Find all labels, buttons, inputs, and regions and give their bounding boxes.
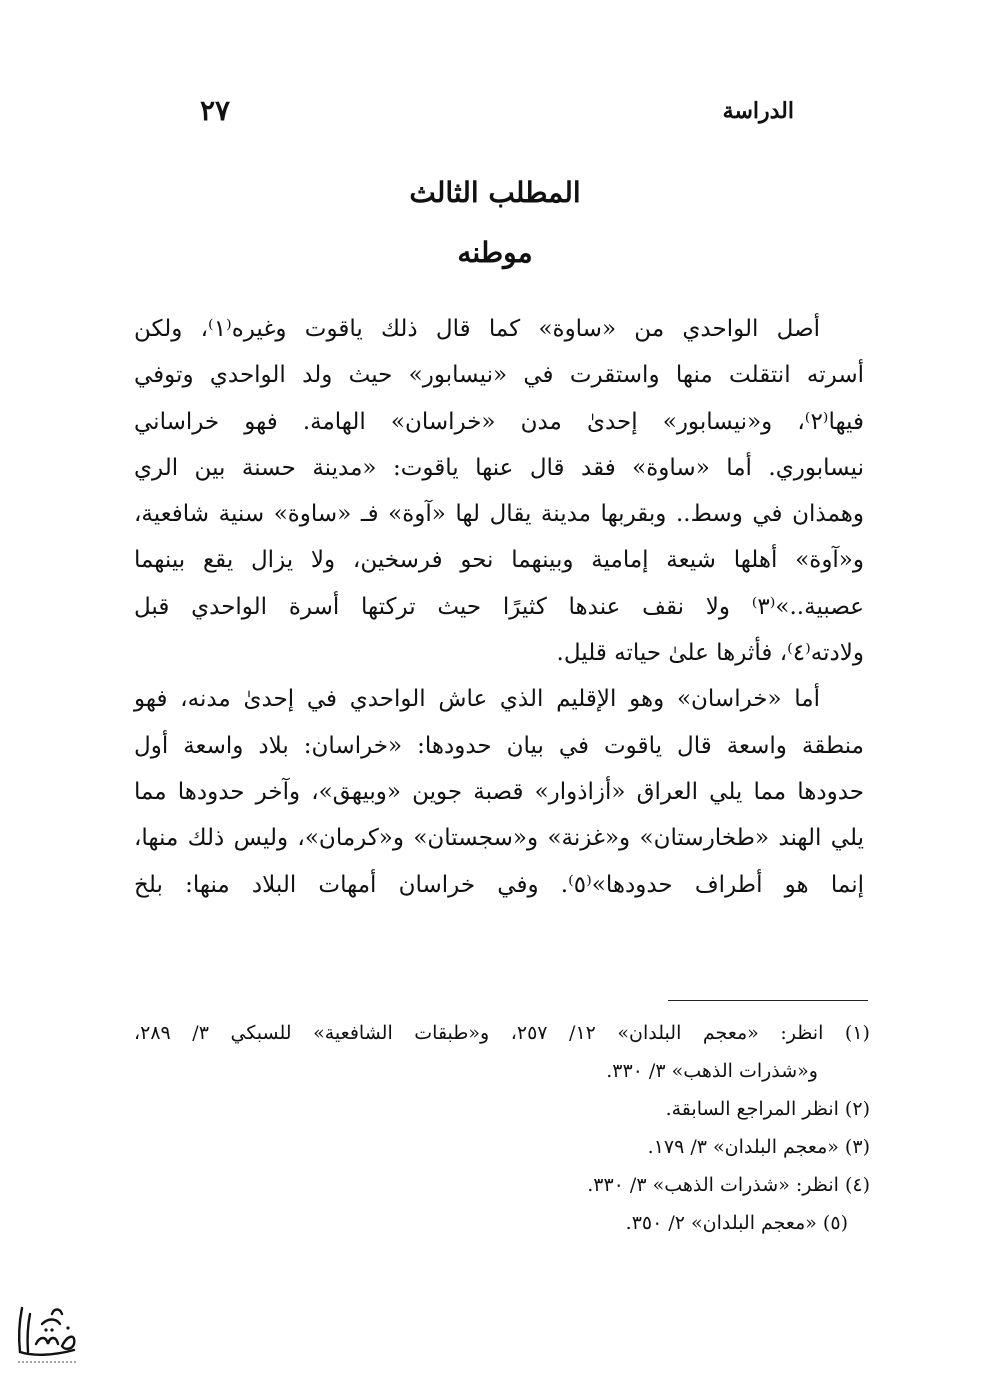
body-line: حدودها مما يلي العراق «أزاذوار» قصبة جوين «وبيهق»، وآخر حدودها مما bbox=[134, 778, 864, 805]
calligraphy-logo-icon bbox=[12, 1294, 84, 1370]
footnote-5: (٥) «معجم البلدان» ٢/ ٣٥٠. bbox=[625, 1212, 848, 1234]
footnote-2: (٢) انظر المراجع السابقة. bbox=[665, 1098, 870, 1120]
footnote-1: (١) انظر: «معجم البلدان» ١٢/ ٢٥٧، و«طبقات الشافعية» للسبكي ٣/ ٢٨٩، bbox=[134, 1022, 870, 1044]
body-line: إنما هو أطراف حدودها»⁽٥⁾. وفي خراسان أمهات البلاد منها: بلخ bbox=[134, 871, 864, 898]
body-line: يلي الهند «طخارستان» و«غزنة» و«سجستان» و«كرمان»، وليس ذلك منها، bbox=[134, 825, 864, 852]
body-line: نيسابوري. أما «ساوة» فقد قال عنها ياقوت: «مدينة حسنة بين الري bbox=[134, 454, 864, 481]
body-line: عصبية..»⁽٣⁾ ولا نقف عندها كثيرًا حيث تركتها أسرة الواحدي قبل bbox=[134, 593, 864, 620]
body-line: أصل الواحدي من «ساوة» كما قال ذلك ياقوت وغيره⁽١⁾، ولكن bbox=[134, 316, 820, 342]
body-line: ولادته⁽٤⁾، فأثرها علىٰ حياته قليل. bbox=[556, 640, 864, 667]
footnote-1-continued: و«شذرات الذهب» ٣/ ٣٣٠. bbox=[606, 1060, 818, 1082]
body-text bbox=[134, 306, 864, 908]
chapter-title: المطلب الثالث bbox=[409, 176, 581, 209]
footnote-separator bbox=[668, 1000, 868, 1001]
subject-title: موطنه bbox=[457, 236, 533, 269]
running-header-section: الدراسة bbox=[722, 98, 794, 124]
footnote-4: (٤) انظر: «شذرات الذهب» ٣/ ٣٣٠. bbox=[587, 1174, 870, 1196]
body-line: أسرته انتقلت منها واستقرت في «نيسابور» حيث ولد الواحدي وتوفي bbox=[134, 362, 864, 389]
page-number: ٢٧ bbox=[200, 94, 231, 127]
footnote-3: (٣) «معجم البلدان» ٣/ ١٧٩. bbox=[647, 1136, 870, 1158]
body-line: و«آوة» أهلها شيعة إمامية وبينهما نحو فرسخين، ولا يزال يقع بينهما bbox=[134, 547, 864, 574]
body-line: فيها⁽٢⁾، و«نيسابور» إحدىٰ مدن «خراسان» الهامة. فهو خراساني bbox=[134, 408, 864, 435]
body-line: وهمذان في وسط.. وبقربها مدينة يقال لها «آوة» فـ «ساوة» سنية شافعية، bbox=[134, 501, 864, 528]
body-line: أما «خراسان» وهو الإقليم الذي عاش الواحدي في إحدىٰ مدنه، فهو bbox=[134, 686, 820, 713]
body-line: منطقة واسعة قال ياقوت في بيان حدودها: «خراسان: بلاد واسعة أول bbox=[134, 732, 864, 759]
